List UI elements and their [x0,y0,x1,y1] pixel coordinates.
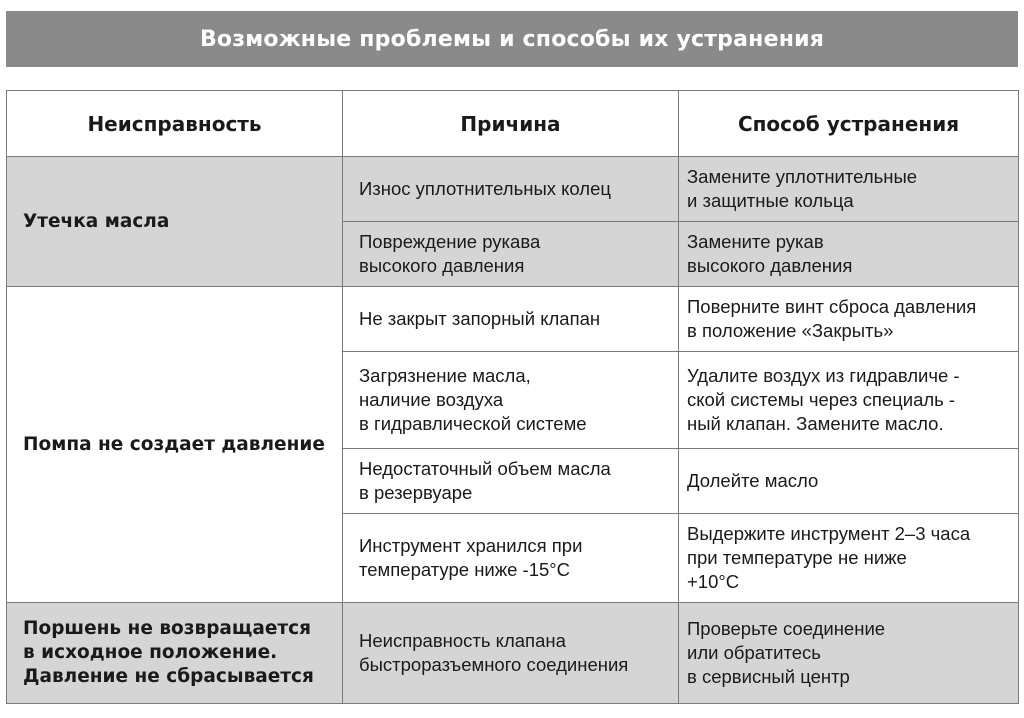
remedy-cell [679,449,1019,514]
cause-cell [343,514,679,603]
cause-cell [343,157,679,222]
cause-text: Износ уплотнительных колец [359,178,611,199]
cause-text: Недостаточный объем масла [359,458,611,479]
page-title-banner [6,11,1018,67]
issue-cell [7,287,343,603]
cause-text: Неисправность клапана [359,630,566,651]
issue-text: Утечка масла [23,210,170,232]
remedy-text: ской системы через специаль - [687,389,956,410]
cause-text: в резервуаре [359,482,473,503]
cause-text: температуре ниже -15°С [359,559,571,580]
issue-cell [7,603,343,704]
table-row [7,603,1019,704]
troubleshooting-table [6,90,1019,704]
table-header-row [7,91,1019,157]
remedy-text: Замените рукав [687,231,824,252]
header-issue: Неисправность [7,91,343,157]
cause-text: Повреждение рукава [359,231,541,252]
header-cause: Причина [343,91,679,157]
table-row [7,287,1019,352]
issue-text: Помпа не создает давление [23,433,325,455]
remedy-text: в сервисный центр [687,666,850,687]
cause-cell [343,287,679,352]
remedy-text: Поверните винт сброса давления [687,296,977,317]
remedy-text: или обратитесь [687,642,821,663]
remedy-text: Проверьте соединение [687,618,886,639]
cause-cell [343,603,679,704]
remedy-text: Долейте масло [687,470,819,491]
cause-text: Загрязнение масла, [359,365,531,386]
remedy-text: в положение «Закрыть» [687,320,894,341]
cause-text: наличие воздуха [359,389,504,410]
remedy-text: и защитные кольца [687,190,854,211]
remedy-text: Удалите воздух из гидравличе - [687,365,960,386]
remedy-cell [679,352,1019,449]
cause-text: быстроразъемного соединения [359,654,629,675]
cause-text: в гидравлической системе [359,413,587,434]
page-title: Возможные проблемы и способы их устранения [199,26,825,52]
cause-cell [343,449,679,514]
cause-text: высокого давления [359,255,525,276]
remedy-cell [679,514,1019,603]
cause-cell [343,222,679,287]
remedy-text: ный клапан. Замените масло. [687,413,944,434]
remedy-text: Выдержите инструмент 2–3 часа [687,523,971,544]
remedy-text: Замените уплотнительные [687,166,918,187]
remedy-text: при температуре не ниже [687,547,907,568]
issue-text: Поршень не возвращается [23,618,311,639]
cause-text: Не закрыт запорный клапан [359,308,601,329]
remedy-text: +10°С [687,571,740,592]
remedy-cell [679,157,1019,222]
header-remedy: Способ устранения [679,91,1019,157]
table-row [7,157,1019,222]
remedy-cell [679,222,1019,287]
remedy-cell [679,287,1019,352]
cause-cell [343,352,679,449]
issue-text: Давление не сбрасывается [23,666,314,687]
remedy-text: высокого давления [687,255,853,276]
remedy-cell [679,603,1019,704]
cause-text: Инструмент хранился при [359,535,583,556]
issue-text: в исходное положение. [23,642,278,663]
issue-cell [7,157,343,287]
